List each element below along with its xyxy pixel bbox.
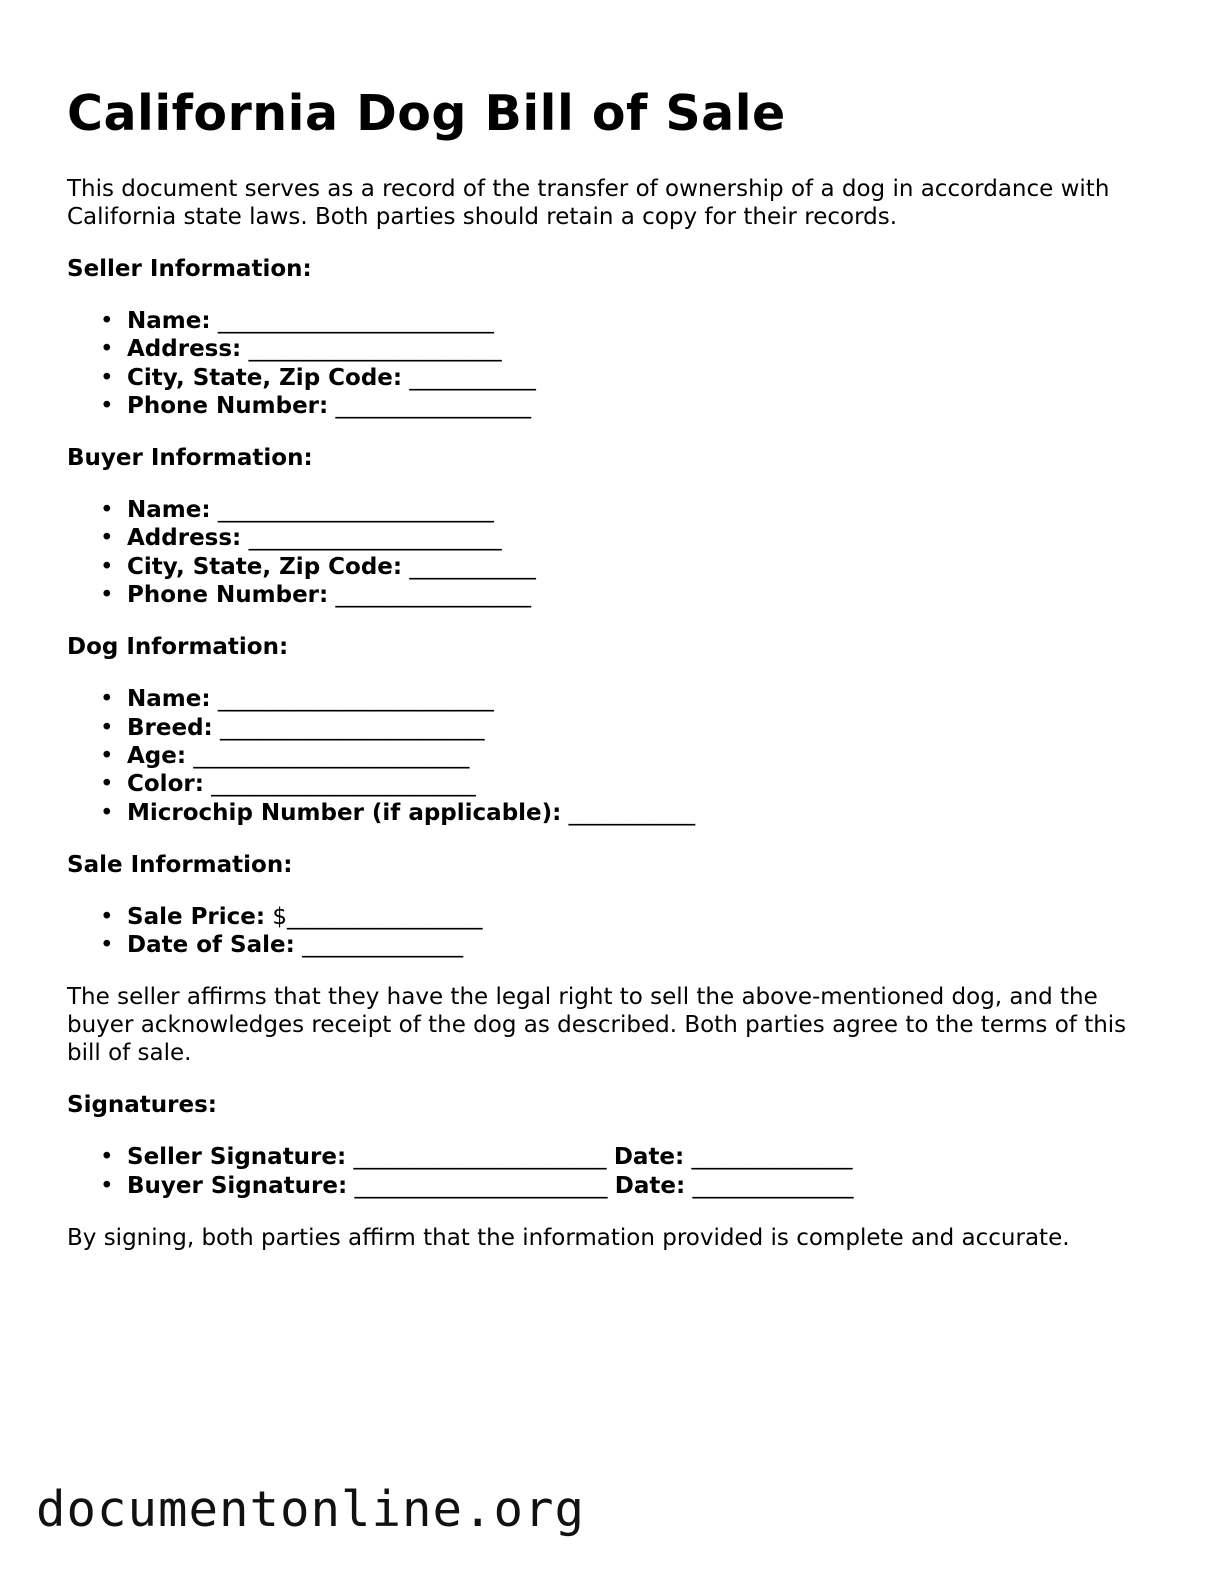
- dog-microchip-blank: ___________: [568, 799, 696, 826]
- seller-field-list: [67, 307, 1167, 420]
- seller-address-blank: ______________________: [248, 336, 502, 363]
- buyer-city-state-zip-field: • City, State, Zip Code: ___________: [127, 553, 1167, 581]
- dog-field-list: [67, 685, 1167, 826]
- seller-section-heading: Seller Information:: [67, 256, 312, 282]
- sale-price-blank: $_________________: [272, 903, 483, 930]
- dog-age-field: • Age: ________________________: [127, 742, 1167, 770]
- buyer-signature-line: • Buyer Signature: ______________________ Date: ______________: [127, 1172, 1167, 1200]
- closing-statement: By signing, both parties affirm that the information provided is complete and accurate.: [67, 1225, 1070, 1252]
- dog-microchip-field: • Microchip Number (if applicable): ___________: [127, 799, 1167, 827]
- buyer-address-blank: ______________________: [248, 525, 502, 552]
- seller-signature-date-blank: ______________: [691, 1144, 853, 1171]
- sale-date-blank: ______________: [302, 932, 464, 959]
- buyer-address-field: • Address: ______________________: [127, 524, 1167, 552]
- dog-name-blank: ________________________: [217, 686, 494, 713]
- seller-name-blank: ________________________: [217, 308, 494, 334]
- document-title: California Dog Bill of Sale: [67, 85, 786, 142]
- buyer-name-blank: ________________________: [217, 497, 494, 524]
- bill-of-sale-document: [67, 82, 1167, 1252]
- seller-city-state-zip-field: • City, State, Zip Code: ___________: [127, 364, 1167, 392]
- seller-phone-field: • Phone Number: _________________: [127, 392, 1167, 420]
- affirmation-paragraph: The seller affirms that they have the legal right to sell the above-mentioned dog, and the buyer acknowledges receipt of the dog as described. Both parties agree to the terms of this bill of sale.: [67, 984, 1127, 1067]
- dog-breed-field: • Breed: _______________________: [127, 714, 1167, 742]
- site-watermark: documentonline.org: [36, 1481, 586, 1538]
- dog-color-blank: _______________________: [211, 771, 476, 798]
- seller-city-state-zip-blank: ___________: [409, 364, 536, 391]
- buyer-phone-blank: _________________: [335, 582, 532, 609]
- sale-price-field: • Sale Price: $_________________: [127, 903, 1167, 931]
- seller-address-field: • Address: ______________________: [127, 335, 1167, 363]
- intro-paragraph: This document serves as a record of the transfer of ownership of a dog in accordance with California state laws. Both parties should retain a copy for their records.: [67, 176, 1110, 230]
- sale-section-heading: Sale Information:: [67, 851, 293, 878]
- buyer-signature-blank: ______________________: [354, 1172, 608, 1199]
- buyer-phone-field: • Phone Number: _________________: [127, 581, 1167, 609]
- dog-section-heading: Dog Information:: [67, 634, 289, 661]
- signature-list: [67, 1143, 1167, 1200]
- buyer-field-list: [67, 496, 1167, 609]
- sale-date-field: • Date of Sale: ______________: [127, 931, 1167, 959]
- dog-name-field: • Name: ________________________: [127, 685, 1167, 713]
- dog-breed-blank: _______________________: [220, 714, 485, 741]
- seller-phone-blank: _________________: [335, 392, 532, 419]
- sale-field-list: [67, 903, 1167, 960]
- dog-color-field: • Color: _______________________: [127, 770, 1167, 798]
- signatures-section-heading: Signatures:: [67, 1092, 218, 1119]
- buyer-city-state-zip-blank: ___________: [409, 553, 536, 580]
- buyer-section-heading: Buyer Information:: [67, 445, 313, 472]
- buyer-signature-date-blank: ______________: [692, 1172, 854, 1199]
- seller-signature-line: • Seller Signature: ______________________ Date: ______________: [127, 1143, 1167, 1171]
- seller-signature-blank: ______________________: [353, 1144, 607, 1171]
- seller-name-field: • Name: ________________________: [127, 307, 1167, 335]
- buyer-name-field: • Name: ________________________: [127, 496, 1167, 524]
- dog-age-blank: ________________________: [193, 742, 470, 769]
